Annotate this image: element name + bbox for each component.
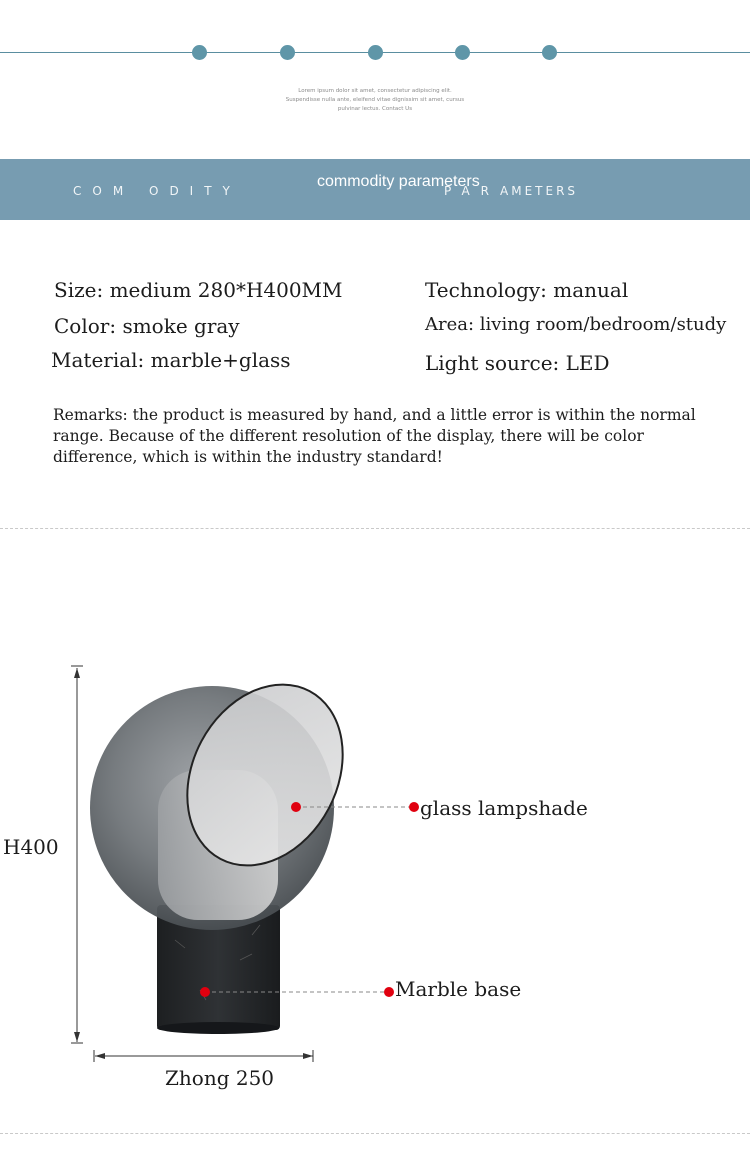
param-color: Color: smoke gray [54, 314, 240, 338]
param-light-source: Light source: LED [425, 351, 610, 375]
param-area: Area: living room/bedroom/study [425, 314, 727, 335]
callout-dot [384, 987, 394, 997]
timeline-dot [280, 45, 295, 60]
lamp-diagram [0, 650, 750, 1120]
lorem-text [280, 87, 470, 114]
lorem-line: Lorem ipsum dolor sit amet, consectetur adipiscing elit. [298, 88, 452, 94]
banner-title: commodity parameters [317, 173, 480, 190]
remarks-text: Remarks: the product is measured by hand, and a little error is within the normal range. Because of the different resolution of the display, there will be color difference, which is within the industry standard! [53, 406, 696, 466]
banner-spaced-part: AMETERS [500, 184, 579, 198]
banner-spaced-left: COM ODITY [73, 184, 241, 198]
timeline-dot [192, 45, 207, 60]
callout-base-label: Marble base [395, 977, 522, 1001]
glass-globe [90, 657, 373, 930]
callout-glass-label: glass lampshade [420, 796, 588, 820]
param-material: Material: marble+glass [51, 348, 291, 372]
height-dimension [71, 666, 83, 1043]
callout-dot [200, 987, 210, 997]
callout-dot [291, 802, 301, 812]
callout-dot [409, 802, 419, 812]
section-divider [0, 528, 750, 529]
param-size: Size: medium 280*H400MM [54, 278, 343, 302]
width-dimension [94, 1050, 313, 1062]
width-label: Zhong 250 [165, 1066, 275, 1090]
banner-spaced-part: PAR [444, 184, 501, 198]
timeline-dot [368, 45, 383, 60]
timeline-dot [542, 45, 557, 60]
lorem-line: Suspendisse nulla ante, eleifend vitae dignissim sit amet, cursus [285, 97, 465, 103]
param-technology: Technology: manual [425, 278, 629, 302]
section-divider [0, 1133, 750, 1134]
timeline-dot [455, 45, 470, 60]
height-label: H400 [3, 835, 59, 859]
lorem-line: pulvinar lectus. Contact Us [337, 106, 413, 112]
